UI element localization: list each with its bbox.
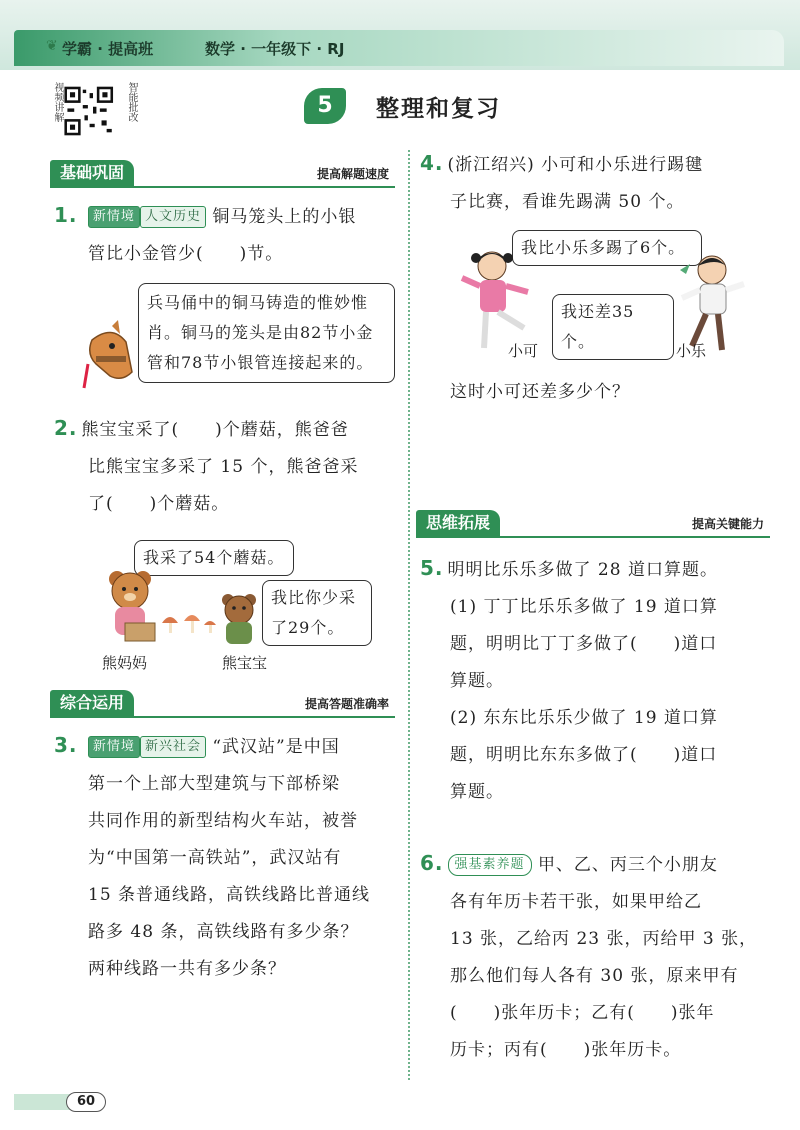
- caption-bear-mom: 熊妈妈: [102, 654, 148, 672]
- chapter-title: 整理和复习: [376, 96, 501, 122]
- question-4-bubble-girl-text: 我比小乐多踢了6个。: [521, 238, 686, 257]
- section-basic-aim: 提高解题速度: [316, 167, 389, 181]
- question-3-line: 为“中国第一高铁站”，武汉站有: [88, 848, 342, 868]
- question-5-number: 5.: [420, 556, 444, 580]
- question-2-bubble-baby-line: 我比你少采: [271, 588, 357, 607]
- subject-title: 数学 · 一年级下 · RJ: [205, 40, 345, 58]
- question-2-bubble-baby-line: 了29个。: [271, 618, 345, 637]
- section-thinking-aim: 提高关键能力: [691, 517, 764, 531]
- question-6-line: ( )张年历卡；乙有( )张年: [450, 1003, 715, 1023]
- question-3-line: 共同作用的新型结构火车站，被誉: [88, 811, 358, 831]
- question-2-line: 了( )个蘑菇。: [88, 494, 230, 514]
- question-6-line1: 甲、乙、丙三个小朋友: [537, 855, 718, 875]
- section-thinking-label: 思维拓展: [416, 510, 500, 536]
- bear-mom-illustration: [95, 565, 165, 645]
- section-basic-header: [50, 160, 395, 188]
- question-4-question-text: 这时小可还差多少个？: [450, 382, 630, 402]
- question-1-bubble-line: 兵马俑中的铜马铸造的惟妙惟: [147, 293, 369, 312]
- question-3-number: 3.: [54, 733, 78, 757]
- question-3-tag-new: 新情境: [88, 736, 140, 758]
- caption-boy: 小乐: [676, 342, 707, 360]
- question-5-line1: 明明比乐乐多做了 28 道口算题。: [447, 560, 718, 580]
- section-comprehensive-aim: 提高答题准确率: [304, 697, 389, 711]
- question-4-line2: 子比赛，看谁先踢满 50 个。: [450, 192, 685, 212]
- question-5-part1: 题，明明比丁丁多做了( )道口: [450, 634, 718, 654]
- leaf-icon: ❦: [46, 38, 58, 54]
- question-1-bubble-line: 肖。铜马的笼头是由82节小金: [147, 323, 374, 342]
- question-1-bubble-line: 管和78节小银管连接起来的。: [147, 353, 374, 372]
- question-3-line: 路多 48 条，高铁线路有多少条？: [88, 922, 359, 942]
- question-5-part1: (1) 丁丁比乐乐多做了 19 道口算: [450, 597, 718, 617]
- qr-left-label: 视频讲解: [52, 82, 63, 122]
- question-1-bubble: [138, 283, 395, 383]
- horse-head-icon: [82, 320, 138, 390]
- question-2-bubble-baby: [262, 580, 372, 646]
- question-1-tag-new: 新情境: [88, 206, 140, 228]
- question-4-bubble-boy-text: 我还差35个。: [561, 302, 635, 351]
- qr-code-icon[interactable]: [64, 82, 122, 140]
- question-5-part2: 算题。: [450, 782, 504, 802]
- brand-title: 学霸 · 提高班: [62, 40, 154, 58]
- question-4: [420, 145, 770, 221]
- section-comprehensive-label: 综合运用: [50, 690, 134, 716]
- question-1-number: 1.: [54, 203, 78, 227]
- question-2-number: 2.: [54, 416, 78, 440]
- question-6: [420, 845, 775, 1069]
- chapter-number: 5: [304, 88, 346, 124]
- question-4-bubble-boy: [552, 294, 674, 360]
- section-comprehensive-header: [50, 690, 395, 718]
- column-divider: [408, 150, 410, 1080]
- section-basic-label: 基础巩固: [50, 160, 134, 186]
- question-3-line: 两种线路一共有多少条？: [88, 959, 286, 979]
- question-6-line: 历卡；丙有( )张年历卡。: [450, 1040, 682, 1060]
- question-3-line1: “武汉站”是中国: [212, 737, 340, 757]
- question-2-line: 熊宝宝采了( )个蘑菇，熊爸爸: [81, 420, 349, 440]
- question-5-part2: (2) 东东比乐乐少做了 19 道口算: [450, 708, 718, 728]
- question-1-line2: 管比小金管少( )节。: [88, 244, 284, 264]
- bear-baby-illustration: [212, 590, 267, 648]
- question-2-bubble-mom-text: 我采了54个蘑菇。: [143, 548, 285, 567]
- question-6-line: 各有年历卡若干张，如果甲给乙: [450, 892, 702, 912]
- page-number: 60: [66, 1092, 106, 1112]
- question-4-line1: (浙江绍兴) 小可和小乐进行踢毽: [447, 155, 704, 175]
- section-thinking-header: [416, 510, 770, 538]
- caption-bear-baby: 熊宝宝: [222, 654, 268, 672]
- question-3: [54, 727, 399, 988]
- caption-girl: 小可: [508, 342, 539, 360]
- question-6-line: 13 张，乙给丙 23 张，丙给甲 3 张，: [450, 929, 758, 949]
- question-5: [420, 550, 775, 811]
- page-band: [14, 1094, 74, 1110]
- question-3-line: 第一个上部大型建筑与下部桥梁: [88, 774, 340, 794]
- question-2-line: 比熊宝宝多采了 15 个，熊爸爸采: [88, 457, 359, 477]
- question-5-part2: 题，明明比东东多做了( )道口: [450, 745, 718, 765]
- question-3-tag-topic: 新兴社会: [140, 736, 206, 758]
- question-1: [54, 197, 399, 273]
- question-6-number: 6.: [420, 851, 444, 875]
- question-2: [54, 410, 399, 523]
- question-1-line1: 铜马笼头上的小银: [212, 207, 357, 227]
- question-6-tag: 强基素养题: [448, 854, 532, 876]
- question-1-tag-topic: 人文历史: [140, 206, 206, 228]
- mushrooms-illustration: [160, 605, 220, 640]
- question-4-question: [450, 374, 770, 411]
- question-4-number: 4.: [420, 151, 444, 175]
- question-5-part1: 算题。: [450, 671, 504, 691]
- question-6-line: 那么他们每人各有 30 张，原来甲有: [450, 966, 739, 986]
- question-3-line: 15 条普通线路，高铁线路比普通线: [88, 885, 371, 905]
- qr-right-label: 智能批改: [126, 82, 137, 122]
